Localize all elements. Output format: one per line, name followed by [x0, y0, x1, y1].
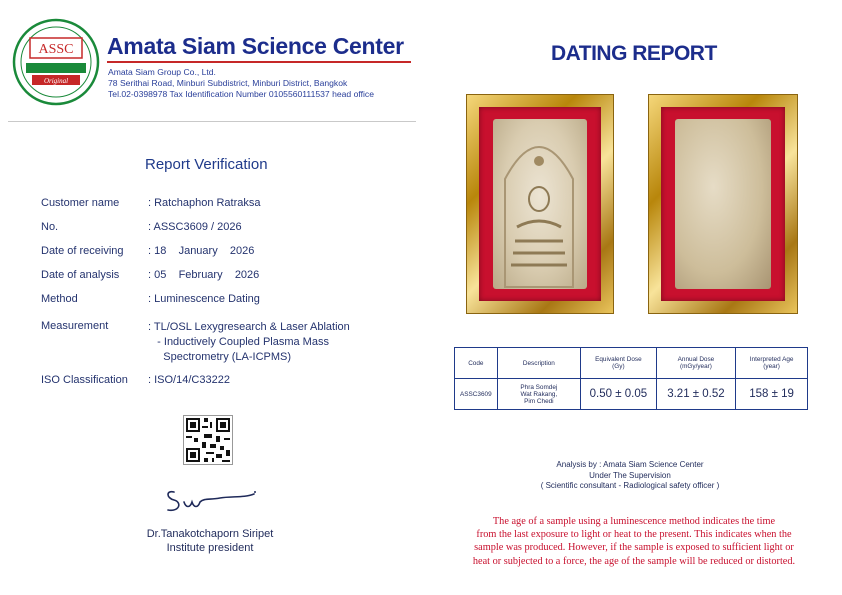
- verification-title: Report Verification: [145, 156, 268, 173]
- note-line: sample was produced. However, if the sample is exposed to sufficient light or: [474, 542, 794, 554]
- cell-annual-dose: 3.21 ± 0.52: [656, 379, 736, 410]
- frame-mat: [479, 107, 601, 301]
- row-value: : Ratchaphon Ratraksa: [148, 197, 261, 209]
- report-title: DATING REPORT: [551, 42, 717, 65]
- col-interpreted-age: Interpreted Age (year): [736, 348, 808, 379]
- cell-age: 158 ± 19: [736, 379, 808, 410]
- signer-name: Dr.Tanakotchaporn Siripet: [146, 528, 274, 540]
- signer-title: Institute president: [166, 542, 254, 554]
- logo-sub-text: Original: [43, 77, 69, 85]
- disclaimer-note: [426, 515, 842, 568]
- row-label: Method: [41, 293, 78, 305]
- company-logo: [12, 18, 100, 106]
- row-value: : 05 February 2026: [148, 269, 260, 281]
- row-label: Date of receiving: [41, 245, 124, 257]
- company-group: Amata Siam Group Co., Ltd.: [108, 67, 216, 77]
- amulet-back-frame: [648, 94, 798, 314]
- analysis-line: Analysis by : Amata Siam Science Center: [556, 460, 704, 469]
- header-divider: [8, 121, 416, 122]
- contact-line: Tel.02-0398978 Tax Identification Number 0105560111537 head office: [108, 89, 374, 99]
- col-equivalent-dose: Equivalent Dose (Gy): [581, 348, 657, 379]
- row-label: ISO Classification: [41, 374, 128, 386]
- signer-block: [140, 527, 280, 555]
- results-table: [454, 347, 808, 410]
- company-underline: [107, 61, 411, 63]
- row-value: : ISO/14/C33222: [148, 374, 230, 386]
- company-address: [108, 67, 374, 100]
- note-line: from the last exposure to light or heat to the present. This indicates when the: [476, 529, 792, 541]
- measurement-line: Spectrometry (LA-ICPMS): [148, 351, 292, 363]
- row-label: Measurement: [41, 320, 109, 332]
- row-value: : ASSC3609 / 2026: [148, 221, 242, 233]
- amulet-front-photo: [493, 119, 587, 289]
- logo-text: ASSC: [38, 42, 74, 57]
- row-value: : 18 January 2026: [148, 245, 255, 257]
- qr-code[interactable]: [183, 415, 233, 465]
- address-line: 78 Serithai Road, Minburi Subdistrict, Minburi District, Bangkok: [108, 78, 348, 88]
- measurement-line: - Inductively Coupled Plasma Mass: [148, 336, 329, 348]
- col-code: Code: [455, 348, 498, 379]
- cell-code: ASSC3609: [455, 379, 498, 410]
- row-value: [148, 320, 350, 365]
- analysis-line: ( Scientific consultant - Radiological safety officer ): [540, 481, 720, 490]
- row-label: Date of analysis: [41, 269, 120, 281]
- table-header-row: [455, 348, 808, 379]
- analysis-block: [470, 460, 790, 492]
- note-line: heat or subjected to a force, the age of the sample will be reduced or distorted.: [472, 555, 796, 567]
- col-annual-dose: Annual Dose (mGy/year): [656, 348, 736, 379]
- col-description: Description: [497, 348, 580, 379]
- cell-equivalent-dose: 0.50 ± 0.05: [581, 379, 657, 410]
- frame-mat: [661, 107, 785, 301]
- amulet-back-photo: [675, 119, 771, 289]
- row-label: No.: [41, 221, 59, 233]
- company-name: Amata Siam Science Center: [107, 33, 404, 59]
- analysis-line: Under The Supervision: [589, 470, 671, 480]
- row-value: : Luminescence Dating: [148, 293, 260, 305]
- amulet-front-frame: [466, 94, 614, 314]
- measurement-line: : TL/OSL Lexygresearch & Laser Ablation: [148, 321, 350, 333]
- table-row: [455, 379, 808, 410]
- row-label: Customer name: [41, 197, 120, 209]
- note-line: The age of a sample using a luminescence method indicates the time: [492, 516, 776, 527]
- signature-mark: [160, 484, 260, 518]
- cell-description: Phra Somdej Wat Rakang, Pim Chedi: [497, 379, 580, 410]
